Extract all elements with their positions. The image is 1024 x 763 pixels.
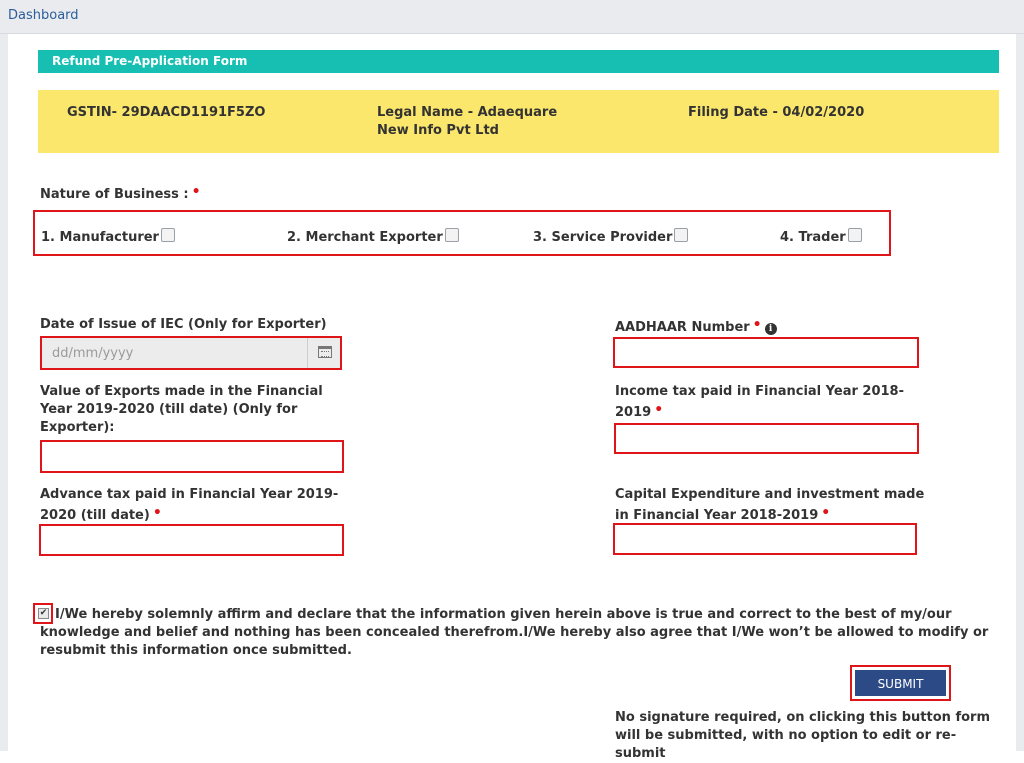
manufacturer-checkbox[interactable] (161, 228, 175, 242)
required-marker: • (821, 505, 831, 521)
option-trader-label: 4. Trader (780, 230, 846, 245)
trader-checkbox[interactable] (848, 228, 862, 242)
income-tax-label (615, 383, 904, 422)
exports-value-input[interactable] (40, 440, 344, 473)
required-marker: • (152, 505, 162, 521)
capex-line2: in Financial Year 2018-2019 (615, 508, 819, 523)
check-icon: ✔ (39, 608, 48, 618)
required-marker: • (752, 317, 762, 333)
submit-button[interactable]: SUBMIT (855, 670, 946, 696)
submit-highlight (850, 665, 951, 701)
advance-tax-line2: 2020 (till date) (40, 508, 150, 523)
option-trader[interactable] (780, 228, 862, 245)
legal-name-line2: New Info Pvt Ltd (377, 123, 499, 138)
nature-of-business-label (40, 183, 201, 204)
submit-note (615, 709, 995, 763)
option-merchant-exporter[interactable] (287, 228, 459, 245)
nature-of-business-options (33, 210, 891, 256)
aadhaar-input[interactable] (613, 337, 919, 368)
service-provider-checkbox[interactable] (674, 228, 688, 242)
advance-tax-line1: Advance tax paid in Financial Year 2019- (40, 487, 339, 502)
exports-value-line2: Year 2019-2020 (till date) (Only for (40, 402, 298, 417)
breadcrumb-dashboard[interactable]: Dashboard (8, 8, 79, 23)
option-manufacturer[interactable] (41, 228, 175, 245)
merchant-exporter-checkbox[interactable] (445, 228, 459, 242)
iec-date-input[interactable] (40, 336, 342, 370)
nature-of-business-text: Nature of Business : (40, 187, 189, 202)
capex-label (615, 486, 924, 525)
income-tax-input[interactable] (614, 423, 919, 454)
iec-date-label: Date of Issue of IEC (Only for Exporter) (40, 317, 327, 332)
iec-date-placeholder: dd/mm/yyyy (52, 346, 134, 361)
taxpayer-info-box (38, 90, 999, 153)
exports-value-line1: Value of Exports made in the Financial (40, 384, 323, 399)
top-bar (0, 0, 1024, 34)
option-manufacturer-label: 1. Manufacturer (41, 230, 159, 245)
form-title: Refund Pre-Application Form (52, 54, 248, 68)
legal-name-line1: Legal Name - Adaequare (377, 105, 558, 120)
advance-tax-label (40, 486, 338, 525)
gstin-text: GSTIN- 29DAACD1191F5ZO (67, 105, 266, 120)
right-gutter (1016, 34, 1024, 751)
left-gutter (0, 34, 8, 751)
declaration-line3: resubmit this information once submitted. (40, 643, 352, 658)
option-service-provider-label: 3. Service Provider (533, 230, 673, 245)
submit-note-line1: No signature required, on clicking this button form (615, 710, 990, 725)
required-marker: • (654, 402, 664, 418)
income-tax-line2: 2019 (615, 405, 652, 420)
aadhaar-label-text: AADHAAR Number (615, 320, 750, 335)
calendar-icon[interactable] (318, 346, 332, 358)
capex-input[interactable] (613, 523, 917, 555)
declaration-line2: knowledge and belief and nothing has been concealed therefrom.I/We hereby also agree that I/We won’t be allowed to modify or (40, 625, 989, 640)
form-header (38, 50, 999, 73)
declaration-line1: I/We hereby solemnly affirm and declare that the information given herein above is true and correct to the best of my/our (55, 607, 952, 622)
date-divider (307, 338, 308, 368)
aadhaar-label (615, 316, 777, 337)
filing-date: Filing Date - 04/02/2020 (688, 105, 865, 120)
advance-tax-input[interactable] (39, 524, 344, 556)
submit-note-line2: will be submitted, with no option to edit or re-submit (615, 728, 957, 761)
option-merchant-exporter-label: 2. Merchant Exporter (287, 230, 443, 245)
exports-value-line3: Exporter): (40, 420, 115, 435)
exports-value-label (40, 383, 323, 437)
required-marker: • (191, 184, 201, 200)
capex-line1: Capital Expenditure and investment made (615, 487, 925, 502)
income-tax-line1: Income tax paid in Financial Year 2018- (615, 384, 904, 399)
declaration-text (40, 606, 990, 660)
info-icon[interactable]: i (765, 323, 777, 335)
option-service-provider[interactable] (533, 228, 688, 245)
legal-name (377, 104, 557, 140)
